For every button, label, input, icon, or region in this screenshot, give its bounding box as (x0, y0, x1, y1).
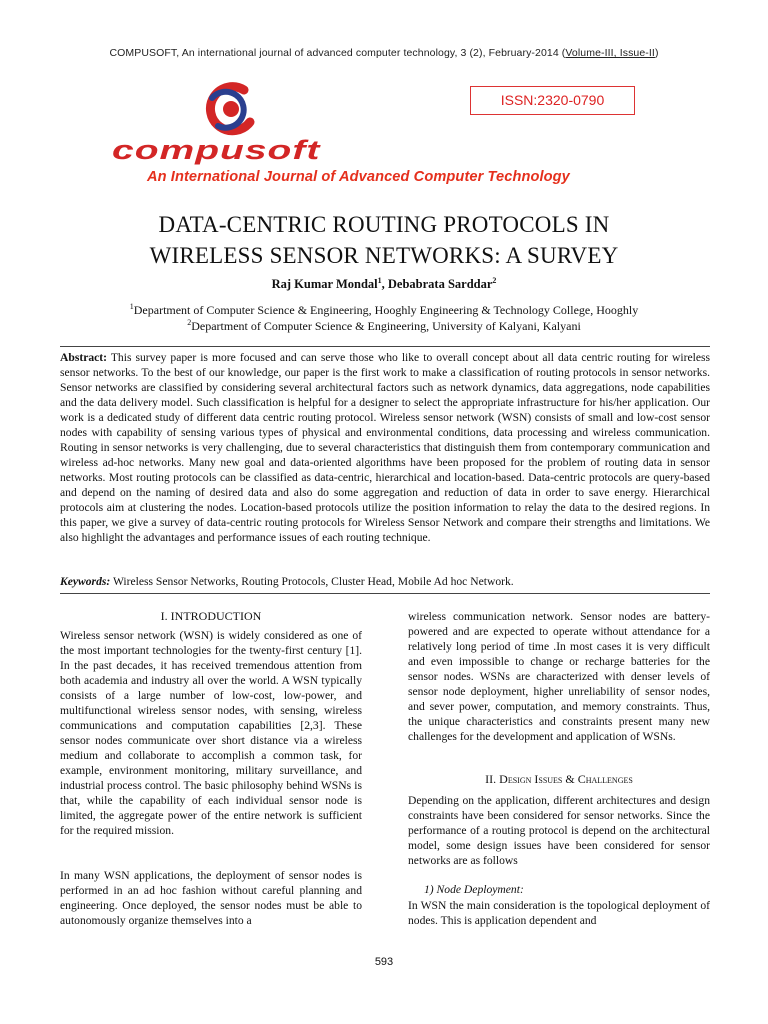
journal-tagline: An International Journal of Advanced Computer Technology (147, 169, 570, 185)
authors (0, 276, 768, 292)
paper-title-line-2: WIRELESS SENSOR NETWORKS: A SURVEY (149, 243, 619, 268)
compusoft-wordmark: compusoft (112, 135, 321, 165)
intro-paragraph-1: Wireless sensor network (WSN) is widely considered as one of the most important technologies for the twenty-first century [1]. In the past decades, it has received tremendous attention from both academia and industry all over the world. A WSN typically consists of a large number of low-cost, low-power, and multifunctional wireless sensor nodes, with sensing, wireless communications and computation capabilities [2,3]. These sensor nodes communicate over short distance via a wireless medium and collaborate to accomplish a common task, for example, environment monitoring, military surveillance, and industrial process control. The basic philosophy behind WSNs is that, while the capability of each individual sensor node is limited, the aggregate power of the entire network is sufficient for the required mission. (60, 629, 362, 837)
paper-title (0, 209, 768, 271)
affiliation-2 (0, 318, 768, 334)
issn-box: ISSN:2320-0790 (470, 86, 635, 115)
keywords-label: Keywords: (60, 575, 111, 588)
affiliation-2-sup: 2 (187, 318, 192, 327)
subsection-heading-node-deployment: 1) Node Deployment: (424, 883, 524, 896)
affiliation-1-sup: 1 (129, 302, 134, 311)
journal-citation-close: ) (654, 47, 659, 59)
node-deployment-paragraph: In WSN the main consideration is the topological deployment of nodes. This is application dependent and (408, 899, 710, 927)
section-heading-design-issues: II. Design Issues & Challenges (485, 772, 633, 786)
intro-paragraph-continued: wireless communication network. Sensor nodes are battery-powered and are expected to operate without attendance for a relatively long period of time .In most cases it is very difficult and even impossible to change or recharge batteries for the sensor nodes. WSNs are characterized with denser levels of sensor node deployment, higher unreliability of sensor nodes, and sever power, computation, and memory constraints. Thus, the unique characteristics and constraints present many new challenges for the development and application of WSNs. (408, 610, 710, 743)
author-1-sup: 1 (377, 276, 382, 285)
author-1: Raj Kumar Mondal (271, 277, 378, 292)
keywords-divider (60, 593, 710, 594)
section-heading-introduction: I. INTRODUCTION (160, 609, 262, 623)
paper-title-line-1: DATA-CENTRIC ROUTING PROTOCOLS IN (158, 212, 610, 237)
author-separator: , (381, 277, 388, 292)
volume-issue-link[interactable]: Volume-III, Issue-II (565, 47, 655, 59)
affiliation-2-text: Department of Computer Science & Engineering, University of Kalyani, Kalyani (191, 319, 581, 333)
page-number: 593 (374, 956, 394, 968)
abstract-text: This survey paper is more focused and can serve those who like to overall concept about all data centric routing for wireless sensor networks. To the best of our knowledge, our paper is the first work to make a classification of routing protocols in sensor networks. Sensor networks are classified by considering several architectural factors such as network dynamics, data aggregations, node capabilities and the data delivery model. Such classification is helpful for a designer to select the appropriate infrastructure for his/her application. Our work is a dedicated study of different data centric routing protocol. Wireless sensor network (WSN) consists of small and low-cost sensor nodes with capability of sensing various types of physical and environmental conditions, data processing and wireless communication. Routing in sensor networks is very challenging, due to several characteristics that distinguish them from contemporary communication and wireless ad-hoc networks. Many new goal and data-oriented algorithms have been proposed for the problem of routing data in sensor networks. Most routing protocols can be classified as data-centric, hierarchical and location-based. Data-centric protocols are query-based and depend on the naming of desired data and also do some aggregation and reduction of data in order to save energy. Hierarchical protocols aim at clustering the nodes. Location-based protocols utilize the position information to relay the data to the desired regions. In this paper, we give a survey of data-centric routing protocols for Wireless Sensor Network and compare their strengths and limitations. We also highlight the advantages and performance issues of each routing technique. (60, 351, 710, 544)
author-2: Debabrata Sarddar (387, 277, 493, 292)
affiliation-1 (0, 302, 768, 318)
abstract (60, 350, 710, 545)
journal-citation-text: COMPUSOFT, An international journal of advanced computer technology, 3 (2), February-2014 ( (109, 47, 566, 59)
author-2-sup: 2 (492, 276, 497, 285)
keywords (60, 575, 720, 588)
compusoft-logo-icon (200, 76, 262, 142)
intro-paragraph-2: In many WSN applications, the deployment of sensor nodes is performed in an ad hoc fashion without careful planning and engineering. Once deployed, the sensor nodes must be able to autonomously organize themselves into a (60, 869, 362, 927)
keywords-text: Wireless Sensor Networks, Routing Protocols, Cluster Head, Mobile Ad hoc Network. (110, 575, 514, 588)
affiliation-1-text: Department of Computer Science & Engineering, Hooghly Engineering & Technology College, Hooghly (133, 303, 639, 317)
design-issues-paragraph: Depending on the application, different architectures and design constraints have been considered for sensor networks. Since the performance of a routing protocol is depend on the architectural model, some design issues have been considered for sensor networks are as follows (408, 794, 710, 867)
journal-citation (0, 47, 768, 59)
abstract-label: Abstract: (60, 351, 108, 364)
